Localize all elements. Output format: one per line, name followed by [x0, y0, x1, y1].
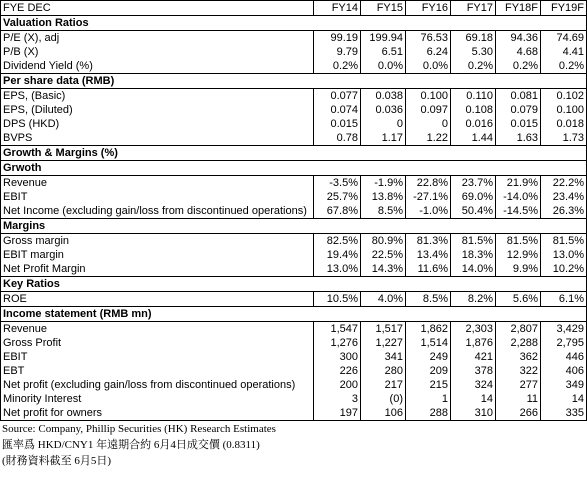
row-value: 50.4%: [451, 204, 496, 219]
section-title: Valuation Ratios: [1, 16, 587, 31]
row-value: 82.5%: [314, 234, 361, 249]
row-value: 23.7%: [451, 176, 496, 191]
row-value: 5.6%: [496, 292, 541, 307]
row-value: 341: [361, 350, 406, 364]
table-row: [1, 117, 587, 131]
row-value: (0): [361, 392, 406, 406]
row-value: 0.0%: [361, 59, 406, 74]
row-value: 11.6%: [406, 262, 451, 277]
row-value: 0.074: [314, 103, 361, 117]
row-value: 106: [361, 406, 406, 421]
row-value: 1: [406, 392, 451, 406]
row-label: Minority Interest: [1, 392, 314, 406]
table-row: [1, 322, 587, 337]
row-value: 0.100: [406, 89, 451, 104]
table-row: [1, 364, 587, 378]
header-year: FY18F: [496, 1, 541, 16]
row-value: 0.2%: [451, 59, 496, 74]
row-value: 8.5%: [406, 292, 451, 307]
row-value: 22.5%: [361, 248, 406, 262]
row-label: EBIT margin: [1, 248, 314, 262]
row-value: 1.22: [406, 131, 451, 146]
table-row: [1, 262, 587, 277]
row-label: BVPS: [1, 131, 314, 146]
row-value: 1,514: [406, 336, 451, 350]
table-row: [1, 204, 587, 219]
row-value: 200: [314, 378, 361, 392]
row-value: 81.3%: [406, 234, 451, 249]
row-value: 288: [406, 406, 451, 421]
table-row: [1, 292, 587, 307]
row-value: 6.24: [406, 45, 451, 59]
table-row: [1, 234, 587, 249]
row-value: 378: [451, 364, 496, 378]
row-value: 0.077: [314, 89, 361, 104]
row-value: -1.0%: [406, 204, 451, 219]
row-value: 8.5%: [361, 204, 406, 219]
row-value: 10.2%: [541, 262, 587, 277]
row-value: 199.94: [361, 31, 406, 46]
row-value: 0.100: [541, 103, 587, 117]
row-value: 9.79: [314, 45, 361, 59]
table-row: [1, 45, 587, 59]
row-value: 0.108: [451, 103, 496, 117]
row-value: 81.5%: [451, 234, 496, 249]
table-row: [1, 190, 587, 204]
row-value: 6.1%: [541, 292, 587, 307]
row-label: Gross margin: [1, 234, 314, 249]
header-year: FY15: [361, 1, 406, 16]
row-value: 0.015: [496, 117, 541, 131]
section-header-row: [1, 16, 587, 31]
row-label: Revenue: [1, 176, 314, 191]
row-label: ROE: [1, 292, 314, 307]
row-value: 1,227: [361, 336, 406, 350]
row-value: 197: [314, 406, 361, 421]
row-value: 94.36: [496, 31, 541, 46]
row-value: 19.4%: [314, 248, 361, 262]
table-row: [1, 89, 587, 104]
cutoff-note: (財務資料截至 6月5日): [2, 455, 112, 467]
row-value: 0: [361, 117, 406, 131]
row-value: 13.8%: [361, 190, 406, 204]
row-value: 81.5%: [496, 234, 541, 249]
row-value: 2,288: [496, 336, 541, 350]
row-value: 23.4%: [541, 190, 587, 204]
row-label: EBIT: [1, 190, 314, 204]
section-header-row: [1, 161, 587, 176]
row-value: 0.016: [451, 117, 496, 131]
row-label: EBT: [1, 364, 314, 378]
row-label: EPS, (Diluted): [1, 103, 314, 117]
notes: [0, 421, 587, 469]
row-value: 277: [496, 378, 541, 392]
row-value: 2,807: [496, 322, 541, 337]
row-value: 22.2%: [541, 176, 587, 191]
row-value: 217: [361, 378, 406, 392]
row-value: 421: [451, 350, 496, 364]
row-value: 13.0%: [314, 262, 361, 277]
row-label: Revenue: [1, 322, 314, 337]
row-value: 80.9%: [361, 234, 406, 249]
row-value: 0: [406, 117, 451, 131]
row-value: 0.102: [541, 89, 587, 104]
row-value: 14: [451, 392, 496, 406]
header-label: FYE DEC: [1, 1, 314, 16]
row-value: 266: [496, 406, 541, 421]
row-value: 22.8%: [406, 176, 451, 191]
table-row: [1, 176, 587, 191]
table-row: [1, 392, 587, 406]
row-value: -27.1%: [406, 190, 451, 204]
row-label: Dividend Yield (%): [1, 59, 314, 74]
row-value: 1,517: [361, 322, 406, 337]
row-value: 3,429: [541, 322, 587, 337]
row-value: 322: [496, 364, 541, 378]
row-value: 0.015: [314, 117, 361, 131]
row-value: 335: [541, 406, 587, 421]
row-value: 0.018: [541, 117, 587, 131]
table-row: [1, 31, 587, 46]
row-label: P/B (X): [1, 45, 314, 59]
row-value: 324: [451, 378, 496, 392]
row-label: Net profit (excluding gain/loss from discontinued operations): [1, 378, 314, 392]
row-value: 3: [314, 392, 361, 406]
row-value: 0.2%: [541, 59, 587, 74]
row-value: 67.8%: [314, 204, 361, 219]
table-row: [1, 103, 587, 117]
row-value: 1,276: [314, 336, 361, 350]
row-value: 349: [541, 378, 587, 392]
table-row: [1, 336, 587, 350]
row-value: 406: [541, 364, 587, 378]
section-title: Per share data (RMB): [1, 74, 587, 89]
row-value: 0.038: [361, 89, 406, 104]
row-value: 21.9%: [496, 176, 541, 191]
row-value: -14.0%: [496, 190, 541, 204]
table-header-row: [1, 1, 587, 16]
table-row: [1, 378, 587, 392]
row-value: 0.2%: [314, 59, 361, 74]
row-value: 4.41: [541, 45, 587, 59]
header-year: FY16: [406, 1, 451, 16]
row-value: 0.081: [496, 89, 541, 104]
section-title: Income statement (RMB mn): [1, 307, 587, 322]
row-value: 4.68: [496, 45, 541, 59]
row-value: 0.2%: [496, 59, 541, 74]
row-label: EPS, (Basic): [1, 89, 314, 104]
row-value: 249: [406, 350, 451, 364]
row-value: 2,303: [451, 322, 496, 337]
row-value: 13.0%: [541, 248, 587, 262]
row-value: 9.9%: [496, 262, 541, 277]
section-header-row: [1, 219, 587, 234]
row-value: 8.2%: [451, 292, 496, 307]
row-value: 209: [406, 364, 451, 378]
row-value: 1.73: [541, 131, 587, 146]
header-year: FY19F: [541, 1, 587, 16]
row-label: P/E (X), adj: [1, 31, 314, 46]
row-value: 4.0%: [361, 292, 406, 307]
row-value: 99.19: [314, 31, 361, 46]
section-header-row: [1, 307, 587, 322]
row-value: 25.7%: [314, 190, 361, 204]
row-value: 300: [314, 350, 361, 364]
row-value: -1.9%: [361, 176, 406, 191]
row-label: Net Income (excluding gain/loss from discontinued operations): [1, 204, 314, 219]
source-note: Source: Company, Phillip Securities (HK) Research Estimates: [2, 423, 276, 435]
row-value: 10.5%: [314, 292, 361, 307]
row-value: 81.5%: [541, 234, 587, 249]
row-value: 310: [451, 406, 496, 421]
section-header-row: [1, 146, 587, 161]
row-value: 2,795: [541, 336, 587, 350]
row-value: 14.3%: [361, 262, 406, 277]
row-value: 362: [496, 350, 541, 364]
row-value: 226: [314, 364, 361, 378]
row-value: 12.9%: [496, 248, 541, 262]
row-value: 69.0%: [451, 190, 496, 204]
section-title: Key Ratios: [1, 277, 587, 292]
row-label: Net profit for owners: [1, 406, 314, 421]
row-value: 0.036: [361, 103, 406, 117]
row-value: 14.0%: [451, 262, 496, 277]
row-value: 18.3%: [451, 248, 496, 262]
row-value: 11: [496, 392, 541, 406]
row-label: EBIT: [1, 350, 314, 364]
row-value: 1.63: [496, 131, 541, 146]
row-label: DPS (HKD): [1, 117, 314, 131]
row-value: 1.44: [451, 131, 496, 146]
row-value: 1,547: [314, 322, 361, 337]
table-row: [1, 59, 587, 74]
table-row: [1, 131, 587, 146]
table-row: [1, 406, 587, 421]
row-value: 446: [541, 350, 587, 364]
row-value: 14: [541, 392, 587, 406]
section-title: Margins: [1, 219, 587, 234]
row-value: 74.69: [541, 31, 587, 46]
table-row: [1, 248, 587, 262]
row-value: 26.3%: [541, 204, 587, 219]
row-value: 69.18: [451, 31, 496, 46]
section-header-row: [1, 277, 587, 292]
row-value: 0.097: [406, 103, 451, 117]
section-header-row: [1, 74, 587, 89]
header-year: FY14: [314, 1, 361, 16]
row-label: Gross Profit: [1, 336, 314, 350]
row-value: 0.110: [451, 89, 496, 104]
section-title: Growth & Margins (%): [1, 146, 587, 161]
row-value: 280: [361, 364, 406, 378]
row-value: 215: [406, 378, 451, 392]
row-value: 0.78: [314, 131, 361, 146]
row-value: -3.5%: [314, 176, 361, 191]
row-label: Net Profit Margin: [1, 262, 314, 277]
header-year: FY17: [451, 1, 496, 16]
row-value: 76.53: [406, 31, 451, 46]
row-value: 0.0%: [406, 59, 451, 74]
fx-note: 匯率爲 HKD/CNY1 年遠期合約 6月4日成交價 (0.8311): [2, 439, 260, 451]
row-value: 13.4%: [406, 248, 451, 262]
section-title: Grwoth: [1, 161, 587, 176]
row-value: -14.5%: [496, 204, 541, 219]
row-value: 1.17: [361, 131, 406, 146]
row-value: 6.51: [361, 45, 406, 59]
row-value: 5.30: [451, 45, 496, 59]
row-value: 1,862: [406, 322, 451, 337]
table-row: [1, 350, 587, 364]
row-value: 0.079: [496, 103, 541, 117]
row-value: 1,876: [451, 336, 496, 350]
